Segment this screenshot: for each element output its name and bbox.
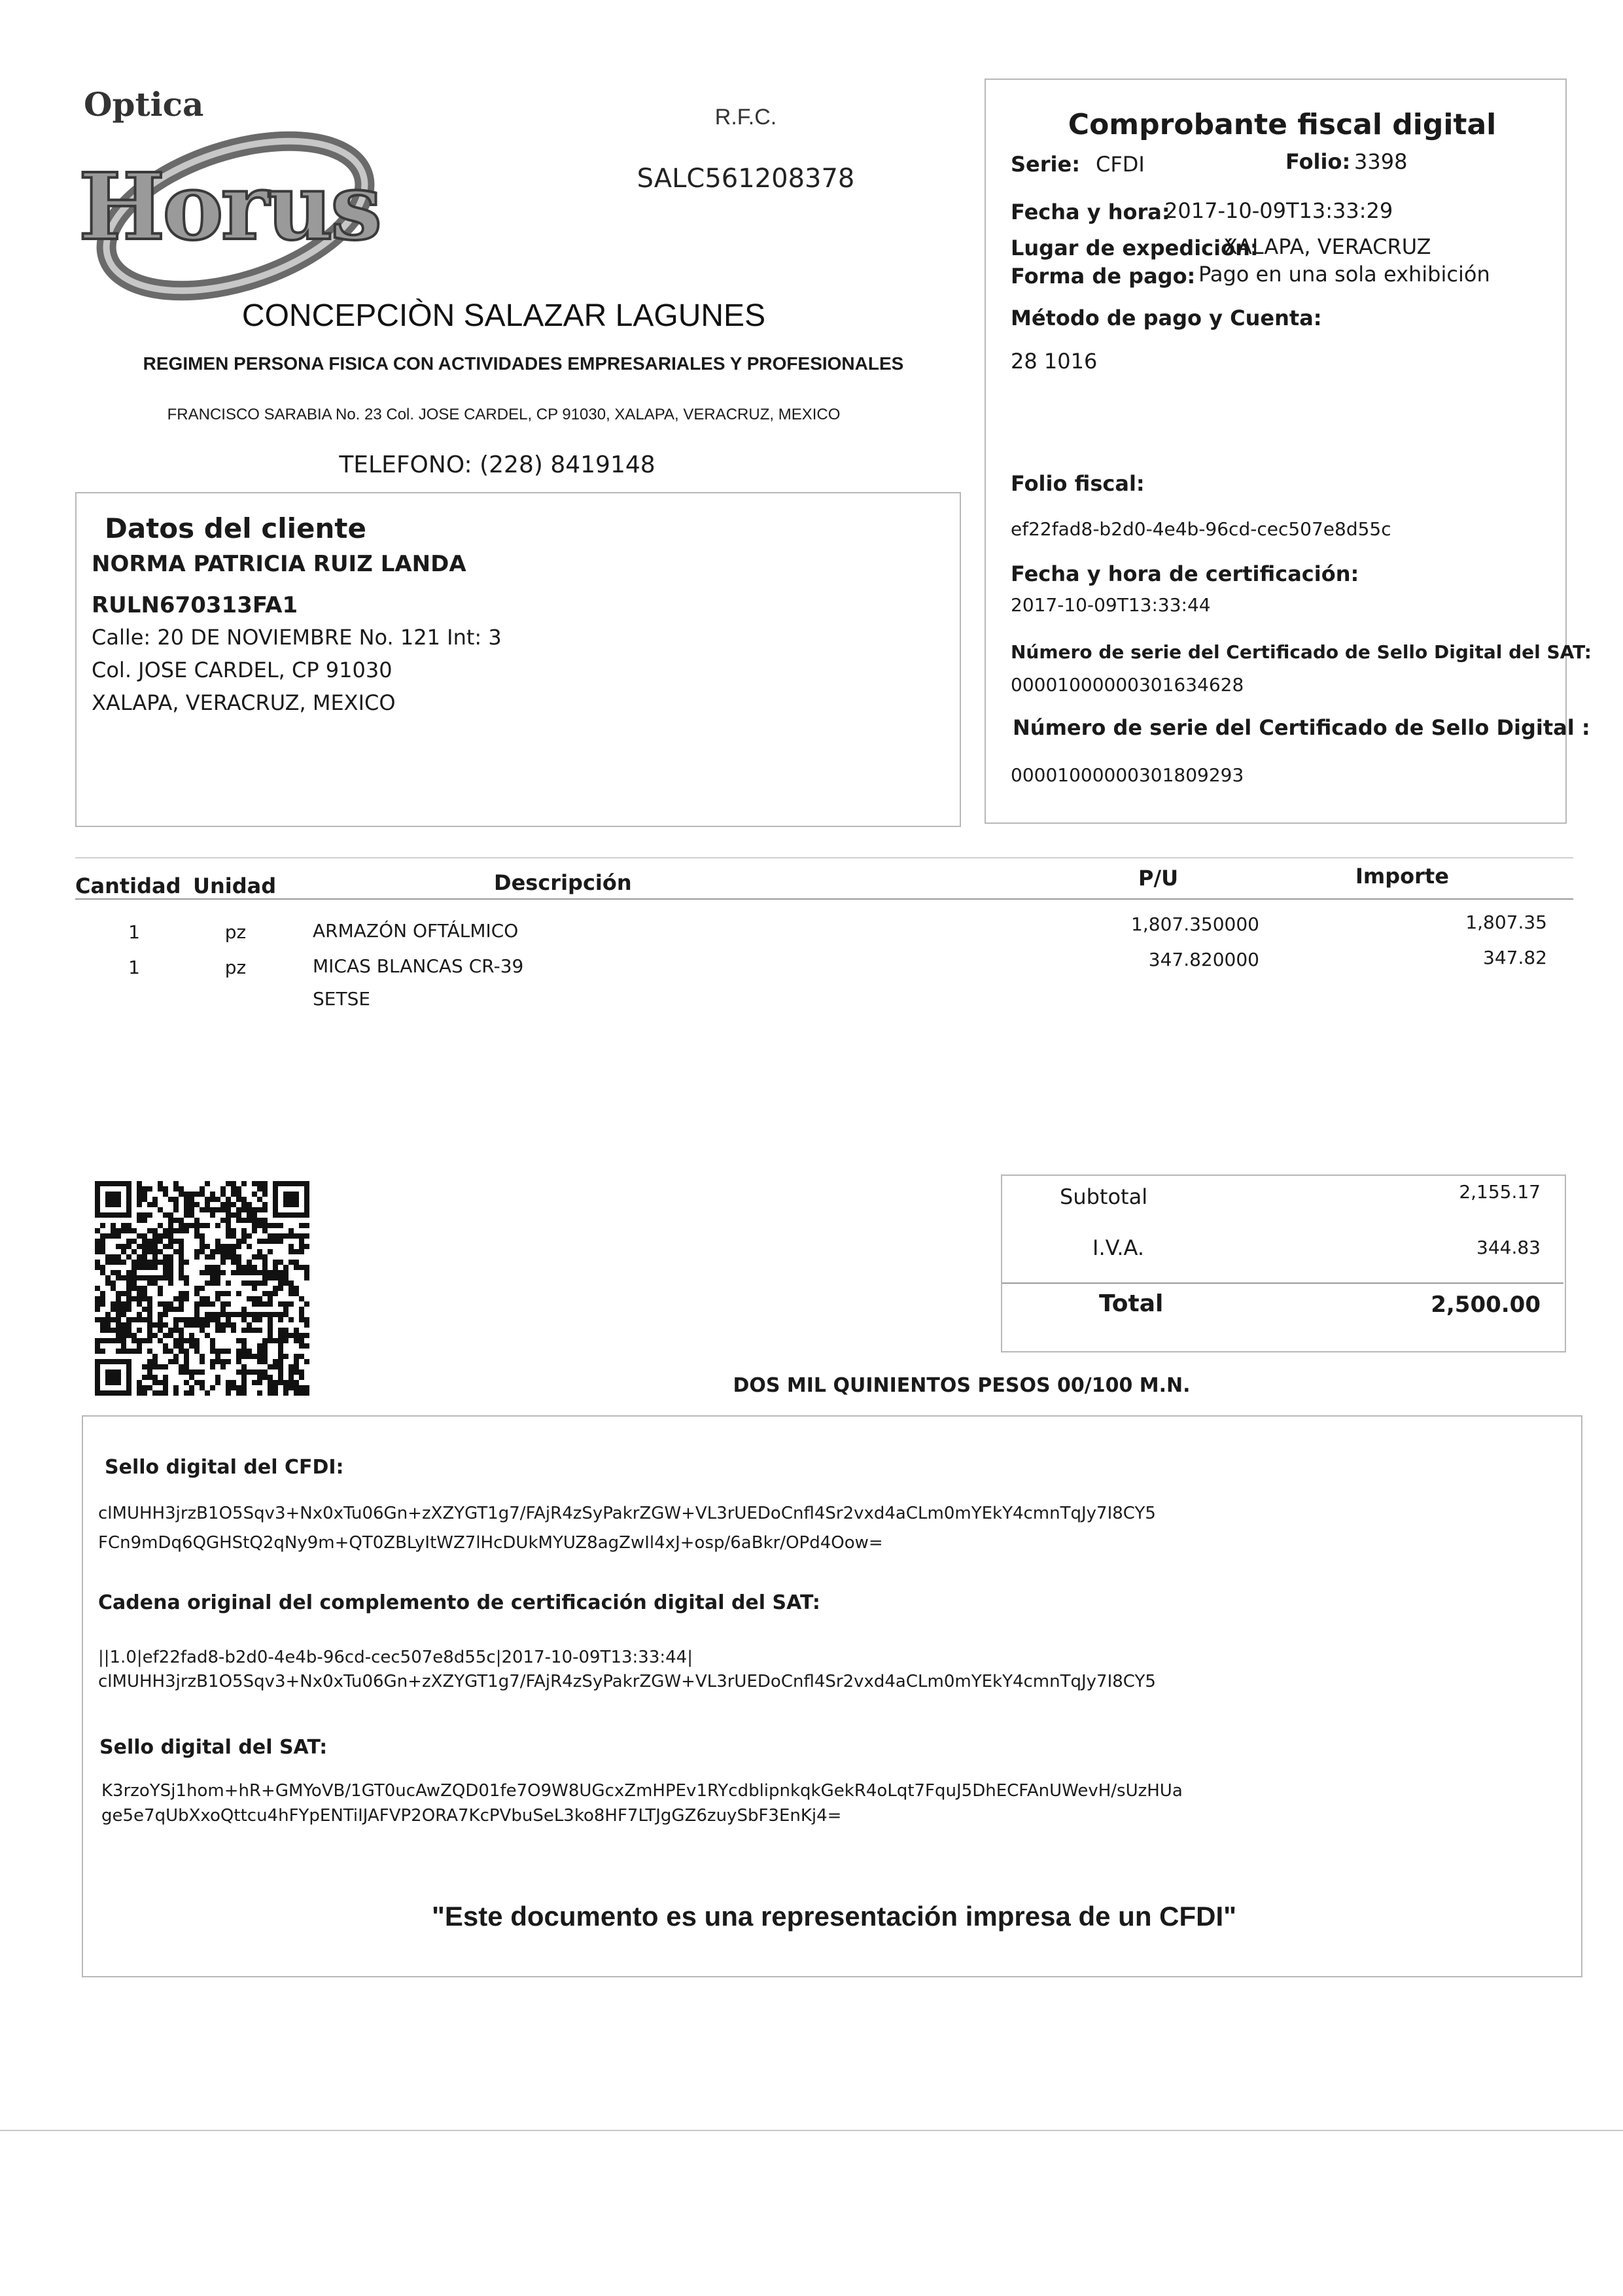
company-logo <box>72 85 438 294</box>
serie-sat-value: 00001000000301634628 <box>1011 674 1244 696</box>
row-unit: pz <box>224 921 247 943</box>
row-amount: 1,807.35 <box>1465 911 1547 933</box>
col-header-pu: P/U <box>1138 866 1179 891</box>
page-bottom-rule <box>0 2130 1623 2131</box>
cadena-line2: clMUHH3jrzB1O5Sqv3+Nx0xTu06Gn+zXZYGT1g7/FAjR4zSyPakrZGW+VL3rUEDoCnfl4Sr2vxd4aCLm0mYEkY4cmnTqJy7I8CY5 <box>98 1672 1156 1691</box>
total-in-words: DOS MIL QUINIENTOS PESOS 00/100 M.N. <box>733 1374 1191 1397</box>
fiscal-info-panel <box>985 79 1567 824</box>
fecha-label: Fecha y hora: <box>1011 200 1170 224</box>
total-value: 2,500.00 <box>1431 1292 1541 1318</box>
forma-value: Pago en una sola exhibición <box>1198 262 1490 287</box>
total-label: Total <box>1099 1290 1164 1317</box>
client-rfc: RULN670313FA1 <box>92 592 298 618</box>
issuer-rfc: SALC561208378 <box>637 164 855 194</box>
client-city: XALAPA, VERACRUZ, MEXICO <box>92 690 396 715</box>
serie-csd-label: Número de serie del Certificado de Sello Digital : <box>1013 715 1590 740</box>
folio-fiscal-label: Folio fiscal: <box>1011 471 1145 496</box>
serie-value: CFDI <box>1096 152 1145 177</box>
row-amount: 347.82 <box>1483 947 1547 968</box>
lugar-value: XALAPA, VERACRUZ <box>1223 234 1431 259</box>
metodo-label: Método de pago y Cuenta: <box>1011 306 1322 330</box>
row-unit: pz <box>224 957 247 978</box>
sello-sat-line1: K3rzoYSj1hom+hR+GMYoVB/1GT0ucAwZQD01fe7O9W8UGcxZmHPEv1RYcdblipnkqkGekR4oLqt7FquJ5DhECFAnUWevH/sUzHUa <box>101 1781 1183 1801</box>
fecha-value: 2017-10-09T13:33:29 <box>1164 198 1393 223</box>
iva-value: 344.83 <box>1476 1237 1541 1258</box>
issuer-regime: REGIMEN PERSONA FISICA CON ACTIVIDADES EMPRESARIALES Y PROFESIONALES <box>143 353 904 374</box>
cadena-line1: ||1.0|ef22fad8-b2d0-4e4b-96cd-cec507e8d55c|2017-10-09T13:33:44| <box>98 1648 693 1667</box>
sello-cfdi-line2: FCn9mDq6QGHStQ2qNy9m+QT0ZBLyItWZ7lHcDUkMYUZ8agZwIl4xJ+osp/6aBkr/OPd4Oow= <box>98 1533 883 1553</box>
table-top-rule <box>75 857 1573 858</box>
cadena-label: Cadena original del complemento de certificación digital del SAT: <box>98 1591 820 1614</box>
issuer-address: FRANCISCO SARABIA No. 23 Col. JOSE CARDEL, CP 91030, XALAPA, VERACRUZ, MEXICO <box>167 406 841 423</box>
row-desc: ARMAZÓN OFTÁLMICO <box>313 920 519 942</box>
col-header-qty: Cantidad <box>75 874 181 898</box>
subtotal-value: 2,155.17 <box>1459 1181 1541 1203</box>
table-header-rule <box>75 898 1573 900</box>
issuer-name: CONCEPCIÒN SALAZAR LAGUNES <box>241 298 766 333</box>
row-desc: MICAS BLANCAS CR-39 <box>313 955 524 977</box>
metodo-value: 28 1016 <box>1011 349 1098 374</box>
forma-label: Forma de pago: <box>1011 264 1196 289</box>
client-street: Calle: 20 DE NOVIEMBRE No. 121 Int: 3 <box>92 625 502 650</box>
client-name: NORMA PATRICIA RUIZ LANDA <box>92 551 466 577</box>
logo-main-text: Horus <box>79 154 380 261</box>
sello-cfdi-line1: clMUHH3jrzB1O5Sqv3+Nx0xTu06Gn+zXZYGT1g7/FAjR4zSyPakrZGW+VL3rUEDoCnfl4Sr2vxd4aCLm0mYEkY4cmnTqJy7I8CY5 <box>98 1504 1156 1523</box>
logo-top-text: Optica <box>84 85 204 124</box>
sello-sat-label: Sello digital del SAT: <box>99 1736 328 1759</box>
serie-label: Serie: <box>1011 152 1080 177</box>
row-desc-extra: SETSE <box>313 988 371 1010</box>
iva-label: I.V.A. <box>1092 1235 1145 1260</box>
row-pu: 1,807.350000 <box>1131 913 1259 935</box>
lugar-label: Lugar de expedición: <box>1011 236 1259 260</box>
serie-sat-label: Número de serie del Certificado de Sello Digital del SAT: <box>1011 641 1592 663</box>
seals-panel <box>82 1415 1582 1977</box>
totals-rule <box>1002 1282 1563 1284</box>
client-title: Datos del cliente <box>105 512 366 544</box>
qr-code <box>95 1181 309 1396</box>
folio-value: 3398 <box>1354 149 1408 174</box>
fecha-cert-label: Fecha y hora de certificación: <box>1011 561 1359 586</box>
issuer-phone: TELEFONO: (228) 8419148 <box>339 451 655 478</box>
folio-fiscal-value: ef22fad8-b2d0-4e4b-96cd-cec507e8d55c <box>1011 518 1391 540</box>
folio-label: Folio: <box>1285 149 1351 174</box>
row-qty: 1 <box>128 921 140 943</box>
row-pu: 347.820000 <box>1148 949 1259 970</box>
col-header-desc: Descripción <box>494 870 632 895</box>
col-header-amount: Importe <box>1355 864 1449 889</box>
sello-cfdi-label: Sello digital del CFDI: <box>105 1456 344 1479</box>
fecha-cert-value: 2017-10-09T13:33:44 <box>1011 594 1211 616</box>
cfdi-footer-note: "Este documento es una representación impresa de un CFDI" <box>431 1901 1237 1932</box>
fiscal-title: Comprobante fiscal digital <box>1068 108 1497 141</box>
subtotal-label: Subtotal <box>1060 1184 1148 1209</box>
client-colony: Col. JOSE CARDEL, CP 91030 <box>92 658 393 682</box>
rfc-label: R.F.C. <box>714 105 777 130</box>
sello-sat-line2: ge5e7qUbXxoQttcu4hFYpENTiIJAFVP2ORA7KcPVbuSeL3ko8HF7LTJgGZ6zuySbF3EnKj4= <box>101 1806 842 1826</box>
col-header-unit: Unidad <box>193 874 277 898</box>
row-qty: 1 <box>128 957 140 978</box>
serie-csd-value: 00001000000301809293 <box>1011 764 1244 786</box>
